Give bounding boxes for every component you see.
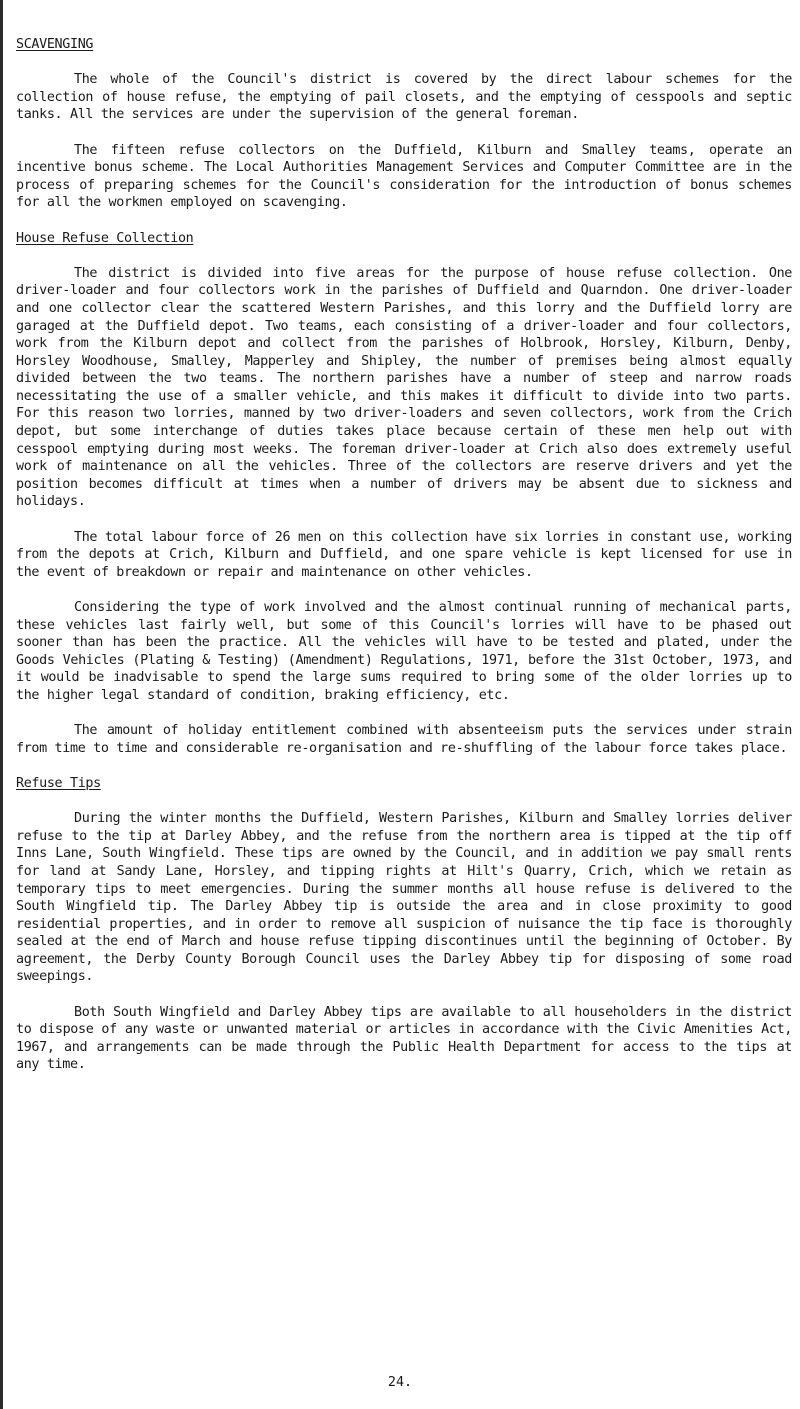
- intro-paragraph-1: The whole of the Council's district is covered by the direct labour schemes for the collection of house refuse, the emptying of pail closets, and the emptying of cesspools and septic tanks. All the services are under the supervision of the general foreman.: [16, 72, 792, 123]
- section-heading-house-refuse: House Refuse Collection: [16, 230, 194, 246]
- page-left-edge: [0, 0, 3, 1409]
- page-title: SCAVENGING: [16, 37, 94, 52]
- refuse-tips-paragraph-1: During the winter months the Duffield, Western Parishes, Kilburn and Smalley lorries deliver refuse to the tip at Darley Abbey, and the refuse from the northern area is tipped at the tip off Inns Lane, South Wingfield. These tips are owned by the Council, and in addition we pay small rents for land at Sandy Lane, Horsley, and tipping rights at Hilt's Quarry, Crich, which we retain as temporary tips to meet emergencies. During the summer months all house refuse is delivered to the South Wingfield tip. The Darley Abbey tip is outside the area and in close proximity to good residential properties, and in order to remove all suspicion of nuisance the tip face is thoroughly sealed at the end of March and house refuse tipping discontinues until the beginning of October. By agreement, the Derby County Borough Council uses the Darley Abbey tip for disposing of some road sweepings.: [16, 811, 792, 985]
- document-page: [16, 36, 792, 1092]
- page-number: 24.: [387, 1375, 413, 1390]
- house-refuse-paragraph-4: The amount of holiday entitlement combined with absenteeism puts the services under strain from time to time and considerable re-organisation and re-shuffling of the labour force takes place.: [16, 723, 792, 756]
- intro-paragraph-2: The fifteen refuse collectors on the Duffield, Kilburn and Smalley teams, operate an incentive bonus scheme. The Local Authorities Management Services and Computer Committee are in the process of preparing schemes for the Council's consideration for the introduction of bonus schemes for all the workmen employed on scavenging.: [16, 142, 792, 211]
- house-refuse-paragraph-2: The total labour force of 26 men on this collection have six lorries in constant use, working from the depots at Crich, Kilburn and Duffield, and one spare vehicle is kept licensed for use in the event of breakdown or repair and maintenance on other vehicles.: [16, 529, 792, 580]
- house-refuse-paragraph-3: Considering the type of work involved and the almost continual running of mechanical parts, these vehicles last fairly well, but some of this Council's lorries will have to be phased out sooner than has been the practice. All the vehicles will have to be tested and plated, under the Goods Vehicles (Plating & Testing) (Amendment) Regulations, 1971, before the 31st October, 1973, and it would be inadvisable to spend the large sums required to bring some of the older lorries up to the higher legal standard of condition, braking efficiency, etc.: [16, 600, 792, 703]
- section-heading-refuse-tips: Refuse Tips: [16, 775, 101, 791]
- house-refuse-paragraph-1: The district is divided into five areas for the purpose of house refuse collection. One driver-loader and four collectors work in the parishes of Duffield and Quarndon. One driver-loader and one collector clear the scattered Western Parishes, and this lorry and the Duffield lorry are garaged at the Duffield depot. Two teams, each consisting of a driver-loader and four collectors, work from the Kilburn depot and collect from the parishes of Holbrook, Horsley, Kilburn, Denby, Horsley Woodhouse, Smalley, Mapperley and Shipley, the number of premises being almost equally divided between the two teams. The northern parishes have a number of steep and narrow roads necessitating the use of a smaller vehicle, and this makes it difficult to divide into two parts. For this reason two lorries, manned by two driver-loaders and seven collectors, work from the Crich depot, but some interchange of duties takes place because certain of these men help out with cesspool emptying during most weeks. The foreman driver-loader at Crich also does extremely useful work of maintenance on all the vehicles. Three of the collectors are reserve drivers and yet the position becomes difficult at times when a number of drivers may be absent due to sickness and holidays.: [16, 265, 792, 510]
- refuse-tips-paragraph-2: Both South Wingfield and Darley Abbey tips are available to all householders in the district to dispose of any waste or unwanted material or articles in accordance with the Civic Amenities Act, 1967, and arrangements can be made through the Public Health Department for access to the tips at any time.: [16, 1004, 792, 1073]
